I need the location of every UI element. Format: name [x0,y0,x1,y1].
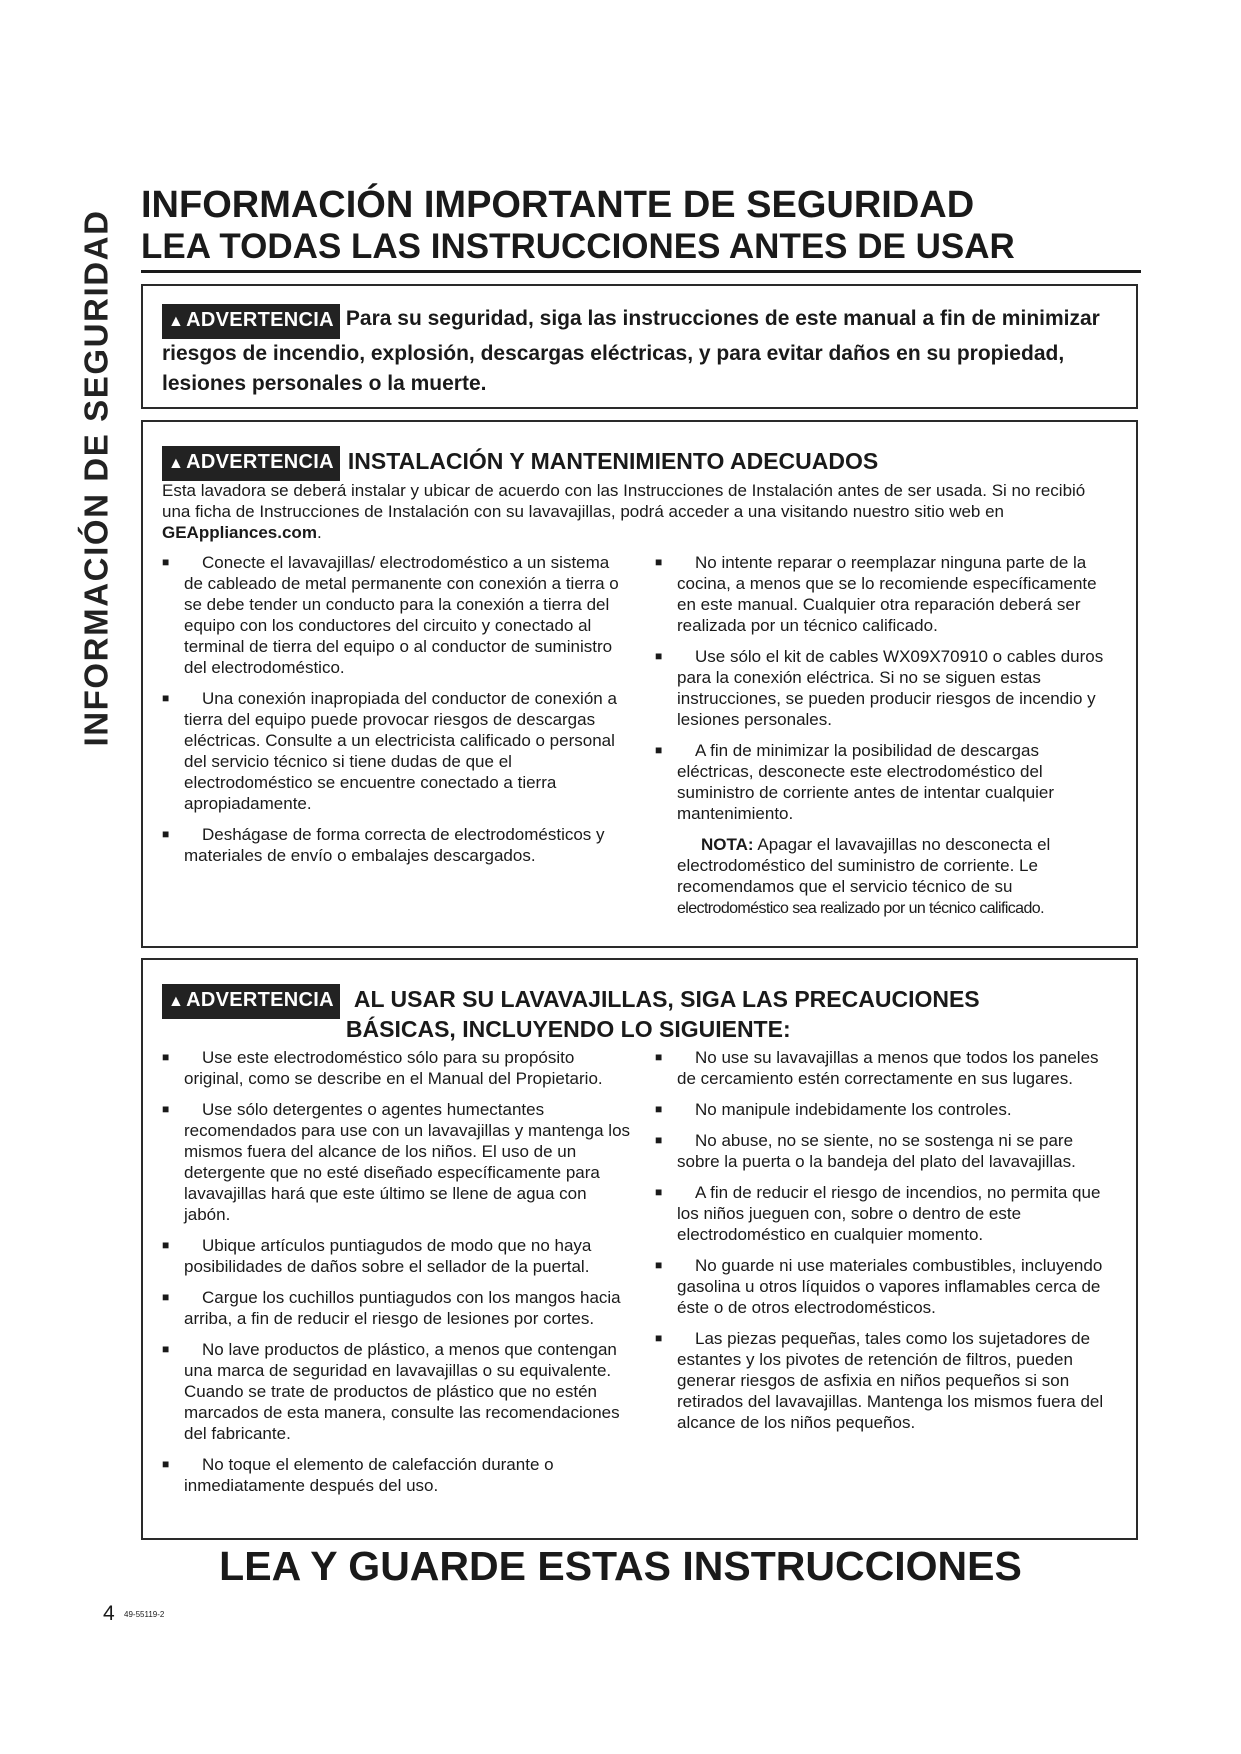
list-item: ■ Use sólo el kit de cables WX09X70910 o cables duros para la conexión eléctrica. Si no se siguen estas instrucciones, se pueden producir riesgos de incendio y lesiones personales. [655,647,1104,729]
list-item: ■ Use sólo detergentes o agentes humectantes recomendados para use con un lavavajillas y mantenga los mismos fuera del alcance de los niños. El uso de un detergente que no esté diseñado específicamente para lavavajillas hará que este último se llene de agua con jabón. [162,1100,631,1224]
page-subtitle: LEA TODAS LAS INSTRUCCIONES ANTES DE USAR [141,227,1015,266]
bullet-icon: ■ [162,827,170,841]
document-number: 49-55119-2 [124,1610,165,1619]
installation-intro: Esta lavadora se deberá instalar y ubicar de acuerdo con las Instrucciones de Instalación antes de ser usada. Si no recibió una ficha de Instrucciones de Instalación con su lavavajillas, podrá acceder a una visitando nuestro sitio web en GEAppliances.com. [162,481,1086,542]
installation-right-column [655,552,1113,919]
bullet-icon: ■ [655,649,663,663]
bullet-icon: ■ [655,1185,663,1199]
list-item: ■ No lave productos de plástico, a menos que contengan una marca de seguridad en lavavajillas o su equivalente. Cuando se trate de productos de plástico que no estén marcados de esta manera, consulte las recomendaciones del fabricante. [162,1340,620,1443]
general-warning-box [141,284,1138,409]
bullet-icon: ■ [162,555,170,569]
warning-triangle-icon: ▲ [168,455,185,472]
usage-warning-box [141,958,1138,1540]
usage-left-column [162,1047,632,1506]
list-item: ■ Cargue los cuchillos puntiagudos con los mangos hacia arriba, a fin de reducir el riesgo de lesiones por cortes. [162,1288,621,1328]
list-item: ■ No guarde ni use materiales combustibles, incluyendo gasolina u otros líquidos o vapores inflamables cerca de éste o de otros electrodomésticos. [655,1256,1103,1317]
list-item: ■ No manipule indebidamente los controles. [655,1100,1012,1119]
bullet-icon: ■ [655,1102,663,1116]
note-label: NOTA: [701,835,754,854]
warning-badge: ▲ ADVERTENCIA [162,984,340,1019]
warning-triangle-icon: ▲ [168,313,185,330]
bullet-icon: ■ [655,743,663,757]
title-divider [141,270,1141,273]
list-item: ■ A fin de minimizar la posibilidad de descargas eléctricas, desconecte este electrodoméstico del suministro de corriente antes de intentar cualquier mantenimiento. [655,741,1055,823]
list-item: ■ Conecte el lavavajillas/ electrodoméstico a un sistema de cableado de metal permanente con conexión a tierra o se debe tender un conducto para la conexión a tierra del equipo con los conductores del circuito y conectado al terminal de tierra del equipo o al conductor de suministro del electrodoméstico. [162,553,619,677]
list-item: ■ No abuse, no se siente, no se sostenga ni se pare sobre la puerta o la bandeja del plato del lavavajillas. [655,1131,1076,1171]
bullet-icon: ■ [162,1290,170,1304]
bullet-icon: ■ [655,555,663,569]
warning-badge: ▲ ADVERTENCIA [162,304,340,339]
side-section-title-text: INFORMACIÓN DE SEGURIDAD [78,209,116,747]
bullet-icon: ■ [655,1133,663,1147]
bullet-icon: ■ [655,1050,663,1064]
bullet-icon: ■ [162,1050,170,1064]
footer-title: LEA Y GUARDE ESTAS INSTRUCCIONES [219,1543,1022,1589]
bullet-icon: ■ [162,1238,170,1252]
usage-heading: AL USAR SU LAVAVAJILLAS, SIGA LAS PRECAUCIONES BÁSICAS, INCLUYENDO LO SIGUIENTE: [345,986,980,1042]
list-item: ■ Use este electrodoméstico sólo para su propósito original, como se describe en el Manual del Propietario. [162,1048,603,1088]
bullet-icon: ■ [162,1102,170,1116]
website-link: GEAppliances.com [162,523,317,542]
installation-header [162,446,878,481]
list-item: ■ Las piezas pequeñas, tales como los sujetadores de estantes y los pivotes de retención de filtros, pueden generar riesgos de asfixia en niños pequeños si son retirados del lavavajillas. Mantenga los mismos fuera del alcance de los niños pequeños. [655,1329,1104,1432]
bullet-icon: ■ [655,1331,663,1345]
warning-badge: ▲ ADVERTENCIA [162,446,340,481]
list-item: ■ Deshágase de forma correcta de electrodomésticos y materiales de envío o embalajes descargados. [162,825,605,865]
usage-right-column [655,1047,1113,1443]
bullet-icon: ■ [162,1457,170,1471]
list-item: ■ No intente reparar o reemplazar ninguna parte de la cocina, a menos que se lo recomiende específicamente en este manual. Cualquier otra reparación deberá ser realizada por un técnico calificado. [655,553,1097,635]
warning-triangle-icon: ▲ [168,993,185,1010]
note: NOTA: Apagar el lavavajillas no desconecta el electrodoméstico del suministro de corriente. Le recomendamos que el servicio técnico de su electrodoméstico sea realizado por un técnico calificado. [677,835,1051,917]
side-section-title [62,188,132,768]
usage-header [162,984,980,1044]
list-item: ■ Ubique artículos puntiagudos de modo que no haya posibilidades de daños sobre el sellador de la puertal. [162,1236,592,1276]
installation-warning-box [141,420,1138,948]
list-item: ■ No use su lavavajillas a menos que todos los paneles de cercamiento estén correctamente en sus lugares. [655,1048,1099,1088]
installation-left-column [162,552,632,876]
list-item: ■ Una conexión inapropiada del conductor de conexión a tierra del equipo puede provocar riesgos de descargas eléctricas. Consulte a un electricista calificado o personal del servicio técnico si tiene dudas de que el electrodoméstico se encuentre conectado a tierra apropiadamente. [162,689,617,813]
installation-heading: INSTALACIÓN Y MANTENIMIENTO ADECUADOS [347,448,879,474]
general-warning-text: ▲ ADVERTENCIA Para su seguridad, siga las instrucciones de este manual a fin de minimizar riesgos de incendio, explosión, descargas eléctricas, y para evitar daños en su propiedad, lesiones personales o la muerte. [162,304,1116,399]
list-item: ■ A fin de reducir el riesgo de incendios, no permita que los niños jueguen con, sobre o dentro de este electrodoméstico en cualquier momento. [655,1183,1101,1244]
bullet-icon: ■ [162,691,170,705]
bullet-icon: ■ [162,1342,170,1356]
page-title: INFORMACIÓN IMPORTANTE DE SEGURIDAD [141,184,975,226]
page-number: 4 [103,1602,115,1625]
list-item: ■ No toque el elemento de calefacción durante o inmediatamente después del uso. [162,1455,554,1495]
bullet-icon: ■ [655,1258,663,1272]
